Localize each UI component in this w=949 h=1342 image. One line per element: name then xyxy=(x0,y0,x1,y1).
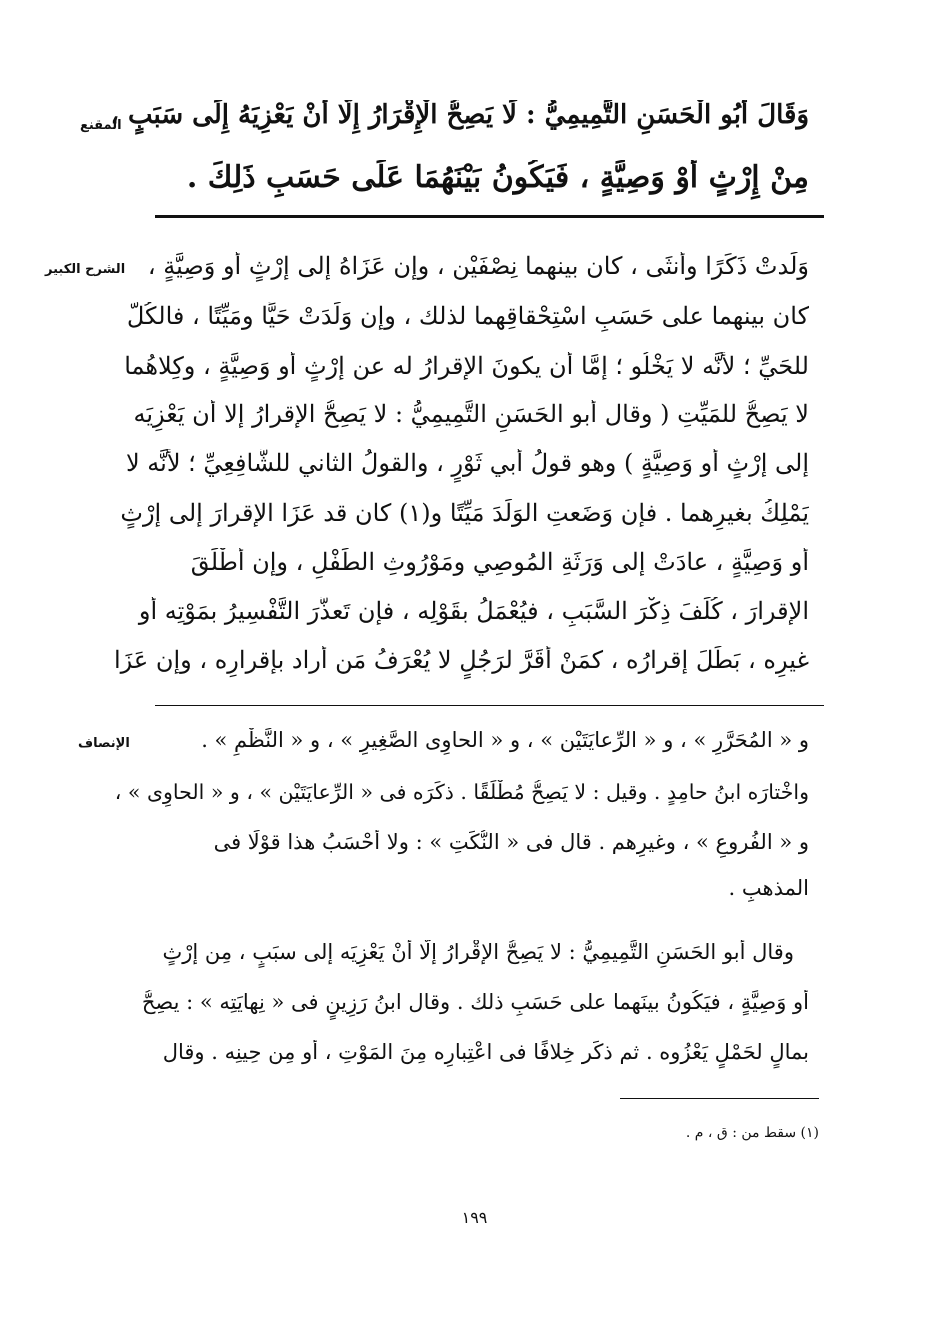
sharh-label: الشرح الكبير xyxy=(45,262,126,277)
footnote-divider xyxy=(620,1098,819,1099)
muqni-label: المقنع xyxy=(80,118,122,133)
sharh-line: الإقرارَ ، كُلِّفَ ذِكْرَ السَّبَبِ ، فيُعْمَلُ بقَوْلِه ، فإن تَعذَّرَ التَّفْسِيرُ بمَوْتِه أو xyxy=(138,597,809,625)
insaf-line: وقال أبو الحَسَنِ التَّمِيمِيُّ : لا يَصِحُّ الإقْرارُ إلَّا أنْ يَعْزِيَه إلى سبَبٍ ، مِن إرْثٍ xyxy=(162,940,794,964)
insaf-line: أو وَصِيَّةٍ ، فيَكُونُ بينَهما على حَسَبِ ذلك . وقال ابنُ رَزِينٍ فى « نِهايَتِه » : يصِحُّ xyxy=(141,990,809,1014)
sharh-line: إلى إرْثٍ أو وَصِيَّةٍ ) وهو قولُ أبي ثَوْرٍ ، والقولُ الثاني للشَّافِعِيِّ ؛ لأنَّه لا xyxy=(125,449,809,477)
muqni-line: مِنْ إِرْثٍ أَوْ وَصِيَّةٍ ، فَيَكُونُ بَيْنَهُمَا عَلَى حَسَبِ ذَلِكَ . xyxy=(186,160,809,195)
insaf-line: و « الفُروعِ » ، وغيرِهم . قال فى « النُّكَتِ » : ولا أحْسَبُ هذا قوْلًا فى xyxy=(213,830,809,854)
sharh-line: وَلَدتْ ذَكَرًا وأُنثَى ، كان بينهما نِصْفَيْن ، وإن عَزَاهُ إلى إرْثٍ أو وَصِيَّةٍ ، xyxy=(147,252,809,280)
sharh-line: كان بينهما على حَسَبِ اسْتِحْقاقِهما لذلك ، وإن وَلَدَتْ حَيًّا ومَيِّتًا ، فالكُلُّ xyxy=(126,302,809,330)
footnote: (١) سقط من : ق ، م . xyxy=(685,1125,819,1141)
insaf-line: و « المُحَرَّرِ » ، و « الرِّعايَتَيْن » ، و « الحاوِى الصَّغِيرِ » ، و « النَّظْمِ » . xyxy=(201,728,809,752)
sharh-line: غيرِه ، بَطَلَ إقرارُه ، كمَنْ أقَرَّ لرَجُلٍ لا يُعْرَفُ مَن أراد بإقرارِه ، وإن عَزَا xyxy=(113,646,809,674)
muqni-line: وَقَالَ أَبُو الْحَسَنِ التَّمِيمِيُّ : لَا يَصِحُّ الْإِقْرَارُ إِلَّا أَنْ يَعْزِيَهُ إِلَى سَبَبٍ ، xyxy=(110,100,809,130)
sharh-line: لا يَصِحُّ للمَيِّتِ ( وقال أبو الحَسَنِ التَّمِيمِيُّ : لا يَصِحُّ الإقرارُ إلا أن يَعْزِيَه xyxy=(133,400,809,428)
section-divider xyxy=(155,705,824,706)
sharh-line: يَمْلِكُ بغيرِهما . فإن وَضَعتِ الوَلَدَ مَيِّتًا و(١) كان قد عَزَا الإقرارَ إلى إرْثٍ xyxy=(120,499,809,527)
page-number: ١٩٩ xyxy=(461,1208,488,1227)
insaf-line: واخْتارَه ابنُ حامِدٍ . وقيل : لا يَصِحُّ مُطْلَقًا . ذكَرَه فى « الرِّعايَتَيْن » ، و « الحاوِى » ، xyxy=(114,780,809,804)
sharh-line: للحَيِّ ؛ لأنَّه لا يَخْلُو ؛ إمَّا أن يكونَ الإقرارُ له عن إرْثٍ أو وَصِيَّةٍ ، وكِلاهُما xyxy=(124,352,809,380)
sharh-line: أو وَصِيَّةٍ ، عادَتْ إلى وَرَثَةِ المُوصِي ومَوْرُوثِ الطِّفْلِ ، وإن أطْلَقَ xyxy=(190,548,809,576)
insaf-line: بمالٍ لحَمْلٍ يَعْزُوه . ثم ذكَر خِلافًا فى اعْتِبارِه مِنَ المَوْتِ ، أو مِن حِينِه . وقال xyxy=(162,1040,809,1064)
insaf-line: المذهبِ . xyxy=(728,876,809,900)
insaf-label: الإنصاف xyxy=(78,736,130,751)
section-divider xyxy=(155,215,824,218)
